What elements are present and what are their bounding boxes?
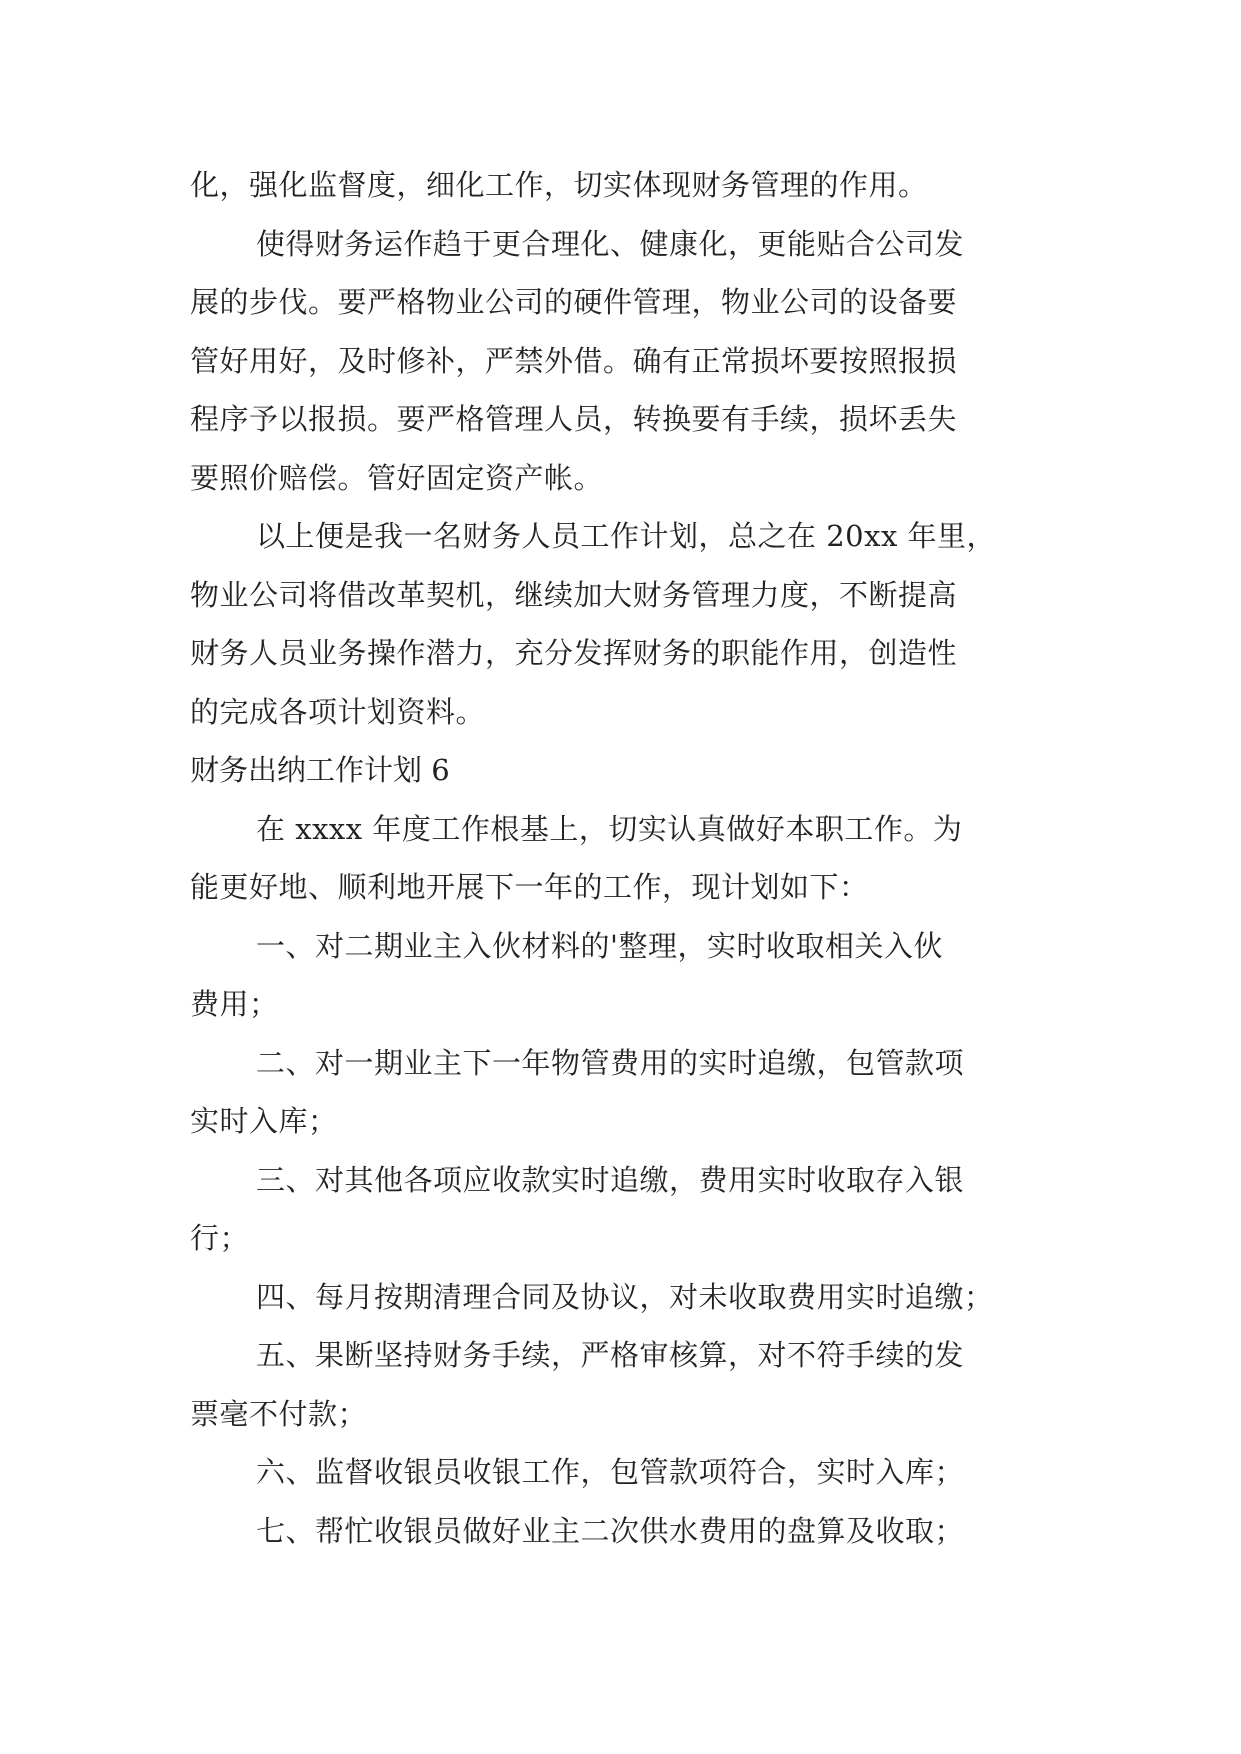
text-line: 使得财务运作趋于更合理化、健康化，更能贴合公司发 bbox=[256, 226, 965, 261]
list-item: 二、对一期业主下一年物管费用的实时追缴，包管款项 bbox=[256, 1045, 965, 1080]
list-item-continuation: 行； bbox=[190, 1221, 250, 1255]
text-line: 要照价赔偿。管好固定资产帐。 bbox=[190, 460, 604, 495]
list-item: 七、帮忙收银员做好业主二次供水费用的盘算及收取； bbox=[256, 1513, 965, 1548]
text-line: 程序予以报损。要严格管理人员，转换要有手续，损坏丢失 bbox=[190, 402, 958, 436]
text-line: 在 xxxx 年度工作根基上，切实认真做好本职工作。为 bbox=[256, 811, 963, 846]
section-heading: 财务出纳工作计划 6 bbox=[190, 753, 450, 787]
text-line: 化，强化监督度，细化工作，切实体现财务管理的作用。 bbox=[190, 168, 928, 202]
list-item-continuation: 票毫不付款； bbox=[190, 1396, 368, 1431]
list-item: 四、每月按期清理合同及协议，对未收取费用实时追缴； bbox=[256, 1279, 994, 1314]
list-item-continuation: 实时入库； bbox=[190, 1104, 338, 1138]
list-item: 一、对二期业主入伙材料的'整理，实时收取相关入伙 bbox=[256, 928, 943, 963]
document-body bbox=[190, 156, 1060, 1560]
list-item: 六、监督收银员收银工作，包管款项符合，实时入库； bbox=[256, 1455, 965, 1489]
text-line: 以上便是我一名财务人员工作计划，总之在 20xx 年里， bbox=[256, 519, 997, 553]
list-item: 三、对其他各项应收款实时追缴，费用实时收取存入银 bbox=[256, 1162, 965, 1197]
text-line: 的完成各项计划资料。 bbox=[190, 694, 486, 729]
text-line: 管好用好，及时修补，严禁外借。确有正常损坏要按照报损 bbox=[190, 343, 958, 378]
list-item: 五、果断坚持财务手续，严格审核算，对不符手续的发 bbox=[256, 1338, 965, 1372]
text-line: 展的步伐。要严格物业公司的硬件管理，物业公司的设备要 bbox=[190, 285, 958, 319]
text-line: 能更好地、顺利地开展下一年的工作，现计划如下： bbox=[190, 870, 869, 904]
list-item-continuation: 费用； bbox=[190, 987, 279, 1021]
text-line: 物业公司将借改革契机，继续加大财务管理力度，不断提高 bbox=[190, 577, 958, 612]
text-line: 财务人员业务操作潜力，充分发挥财务的职能作用，创造性 bbox=[190, 636, 958, 670]
